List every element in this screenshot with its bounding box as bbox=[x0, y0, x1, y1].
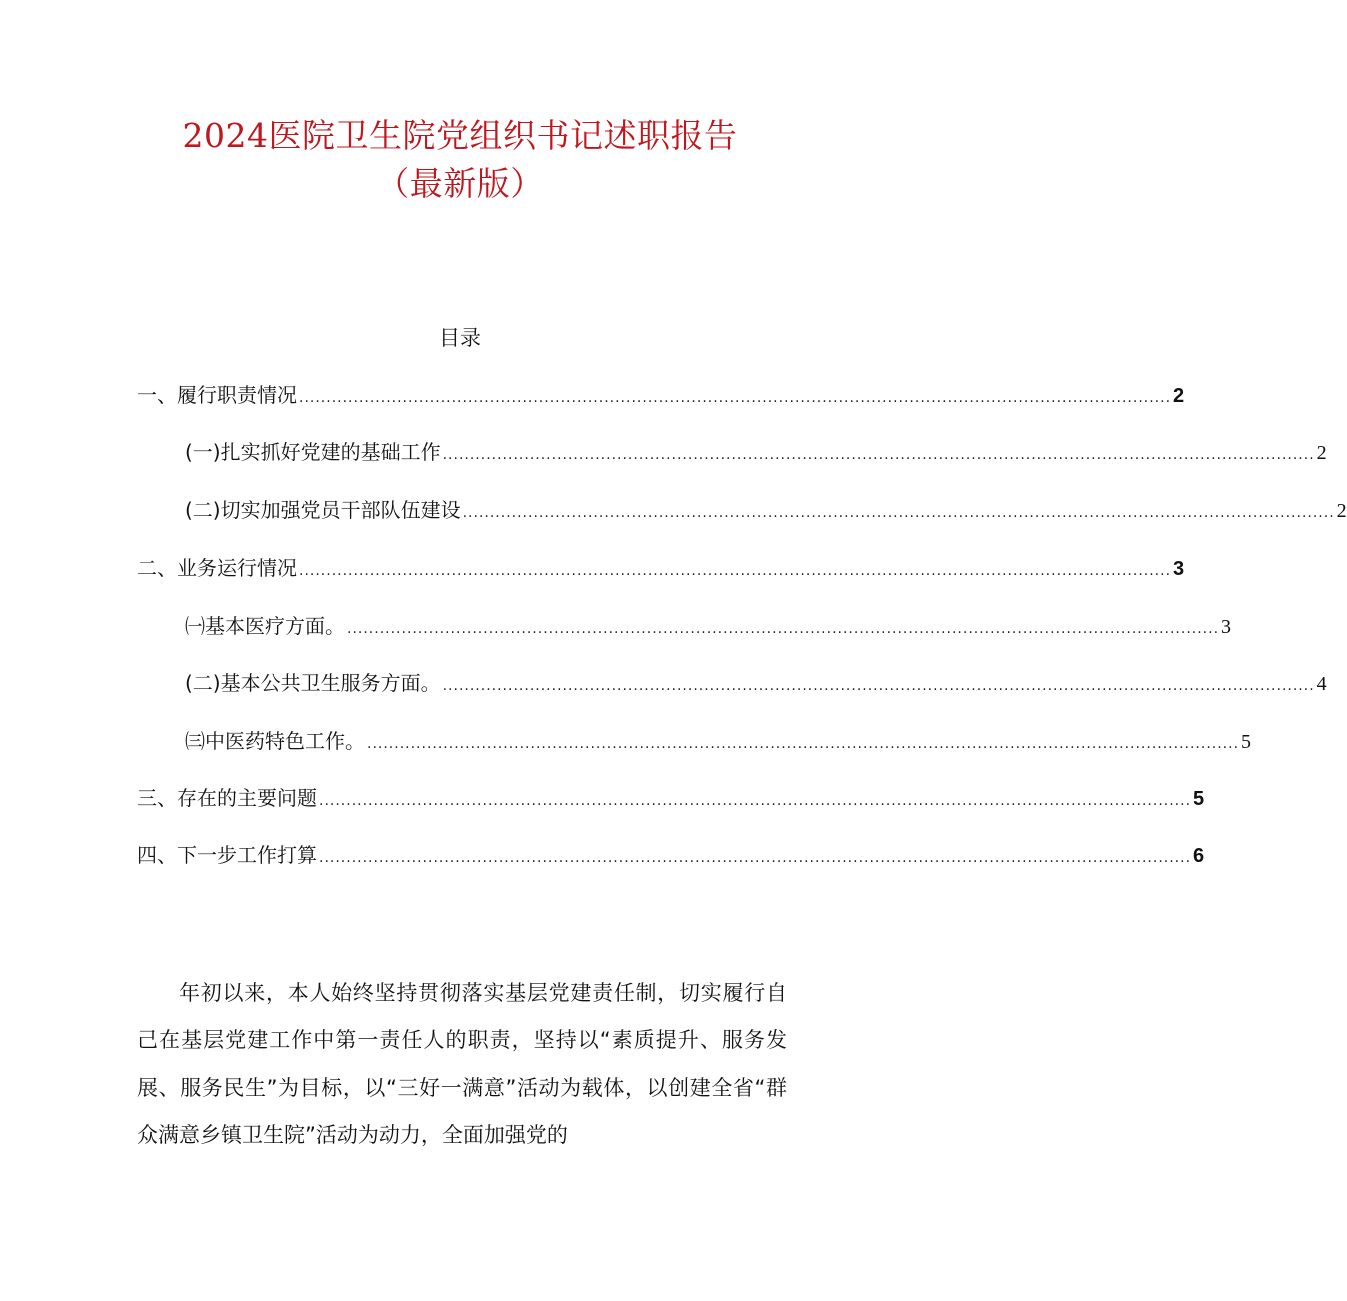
toc-entry-label: 一、履行职责情况 bbox=[137, 383, 297, 407]
toc-leader-dots: ................................................................................................................................................................ bbox=[367, 736, 1240, 752]
toc-heading: 目录 bbox=[439, 326, 481, 350]
toc-leader-dots: ................................................................................................................................................................ bbox=[319, 793, 1192, 809]
toc-entry-label: 四、下一步工作打算 bbox=[137, 843, 317, 867]
toc-entry-label: ㈠基本医疗方面。 bbox=[185, 614, 345, 638]
body-paragraph: 年初以来，本人始终坚持贯彻落实基层党建责任制，切实履行自己在基层党建工作中第一责任人的职责，坚持以“素质提升、服务发展、服务民生”为目标，以“三好一满意”活动为载体，以创建全省“群众满意乡镇卫生院”活动为动力，全面加强党的 bbox=[137, 981, 787, 1147]
toc-entry-2[interactable] bbox=[185, 436, 1327, 468]
toc-leader-dots: ................................................................................................................................................................ bbox=[299, 563, 1172, 579]
toc-entry-5[interactable] bbox=[185, 610, 1232, 642]
toc-entry-label: (二)切实加强党员干部队伍建设 bbox=[185, 498, 461, 522]
toc-leader-dots: ................................................................................................................................................................ bbox=[347, 621, 1220, 637]
document-title-line-2: （最新版） bbox=[376, 164, 544, 203]
toc-leader-dots: ................................................................................................................................................................ bbox=[442, 447, 1315, 463]
toc-page-number: 3 bbox=[1173, 558, 1185, 580]
toc-page-number: 2 bbox=[1316, 442, 1327, 464]
toc-page-number: 2 bbox=[1173, 385, 1185, 407]
toc-leader-dots: ................................................................................................................................................................ bbox=[442, 678, 1315, 694]
toc-page-number: 5 bbox=[1241, 731, 1252, 753]
toc-entry-4[interactable] bbox=[137, 552, 1185, 584]
document-title-line-1: 2024医院卫生院党组织书记述职报告 bbox=[182, 116, 738, 155]
toc-entry-9[interactable] bbox=[137, 839, 1205, 871]
toc-page-number: 2 bbox=[1336, 500, 1347, 522]
toc-entry-label: (二)基本公共卫生服务方面。 bbox=[185, 671, 441, 695]
toc-entry-1[interactable] bbox=[137, 379, 1185, 411]
toc-leader-dots: ................................................................................................................................................................ bbox=[319, 850, 1192, 866]
toc-entry-6[interactable] bbox=[185, 667, 1327, 699]
toc-entry-8[interactable] bbox=[137, 782, 1205, 814]
toc-page-number: 6 bbox=[1193, 845, 1205, 867]
toc-entry-label: 二、业务运行情况 bbox=[137, 556, 297, 580]
toc-entry-label: (一)扎实抓好党建的基础工作 bbox=[185, 440, 441, 464]
toc-page-number: 4 bbox=[1316, 673, 1327, 695]
toc-leader-dots: ................................................................................................................................................................ bbox=[462, 505, 1335, 521]
toc-page-number: 5 bbox=[1193, 788, 1205, 810]
toc-page-number: 3 bbox=[1221, 616, 1232, 638]
toc-entry-label: 三、存在的主要问题 bbox=[137, 786, 317, 810]
toc-entry-3[interactable] bbox=[185, 494, 1347, 526]
toc-entry-7[interactable] bbox=[185, 725, 1252, 757]
toc-leader-dots: ................................................................................................................................................................ bbox=[299, 390, 1172, 406]
toc-entry-label: ㈢中医药特色工作。 bbox=[185, 729, 365, 753]
